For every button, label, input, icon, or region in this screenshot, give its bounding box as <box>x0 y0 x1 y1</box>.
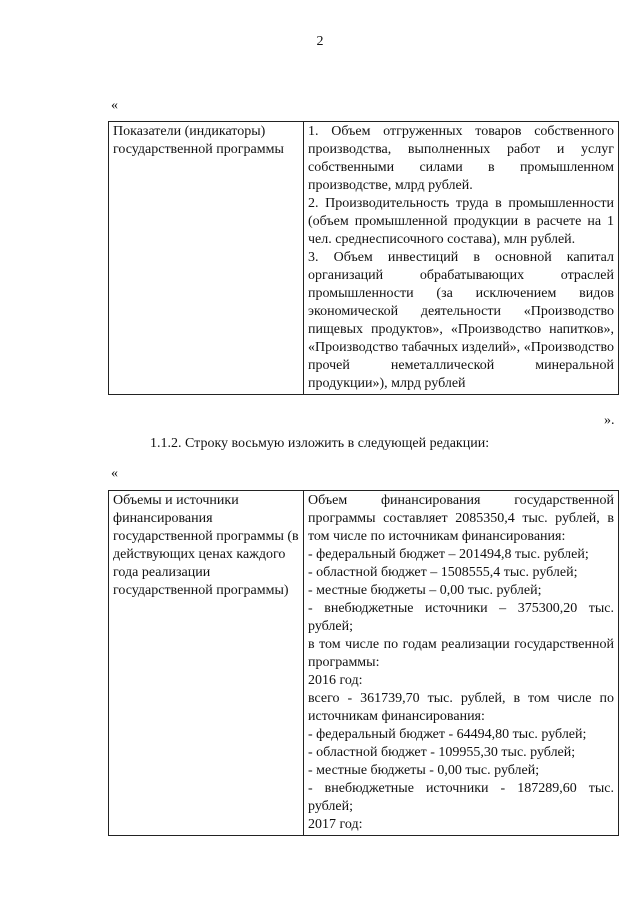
indicators-value-cell <box>304 122 619 395</box>
funding-line: - внебюджетные источники - 187289,60 тыс. рублей; <box>308 781 614 814</box>
funding-table <box>108 490 619 836</box>
funding-line: 2016 год: <box>308 673 363 688</box>
indicator-item: 2. Производительность труда в промышленности (объем промышленной продукции в расчете на 1 чел. среднесписочного состава), млн рублей. <box>308 196 614 247</box>
indicators-table <box>108 121 619 395</box>
funding-line: - местные бюджеты - 0,00 тыс. рублей; <box>308 763 540 778</box>
funding-line: всего - 361739,70 тыс. рублей, в том числе по источникам финансирования: <box>308 691 614 724</box>
funding-line: - местные бюджеты – 0,00 тыс. рублей; <box>308 583 542 598</box>
funding-line: - областной бюджет – 1508555,4 тыс. рублей; <box>308 565 578 580</box>
indicator-item: 1. Объем отгруженных товаров собственного производства, выполненных работ и услуг собственными силами в промышленном производстве, млрд рублей. <box>308 124 614 193</box>
funding-line: - федеральный бюджет - 64494,80 тыс. рублей; <box>308 727 587 742</box>
table-row <box>109 491 619 836</box>
indicators-label-cell <box>109 122 304 395</box>
funding-line: 2017 год: <box>308 817 363 832</box>
funding-value-cell <box>304 491 619 836</box>
funding-line: - федеральный бюджет – 201494,8 тыс. рублей; <box>308 547 589 562</box>
funding-line: Объем финансирования государственной программы составляет 2085350,4 тыс. рублей, в том числе по источникам финансирования: <box>308 493 614 544</box>
section-heading: 1.1.2. Строку восьмую изложить в следующей редакции: <box>150 436 490 451</box>
funding-line: в том числе по годам реализации государственной программы: <box>308 637 614 670</box>
opening-quote: « <box>111 466 118 481</box>
table-row <box>109 122 619 395</box>
closing-quote: ». <box>604 413 615 428</box>
indicator-item: 3. Объем инвестиций в основной капитал организаций обрабатывающих отраслей промышленности (за исключением видов экономической деятельности «Производство пищевых продуктов», «Производство напитков», «Производство табачных изделий», «Производство прочей неметаллической минеральной продукции»), млрд рублей <box>308 250 614 391</box>
funding-label-cell <box>109 491 304 836</box>
funding-line: - областной бюджет - 109955,30 тыс. рублей; <box>308 745 576 760</box>
funding-line: - внебюджетные источники – 375300,20 тыс. рублей; <box>308 601 614 634</box>
indicators-label: Показатели (индикаторы) государственной программы <box>113 124 284 157</box>
page-number: 2 <box>316 34 324 49</box>
opening-quote: « <box>111 98 118 113</box>
funding-label: Объемы и источники финансирования государственной программы (в действующих ценах каждого года реализации государственной программы) <box>113 493 299 598</box>
